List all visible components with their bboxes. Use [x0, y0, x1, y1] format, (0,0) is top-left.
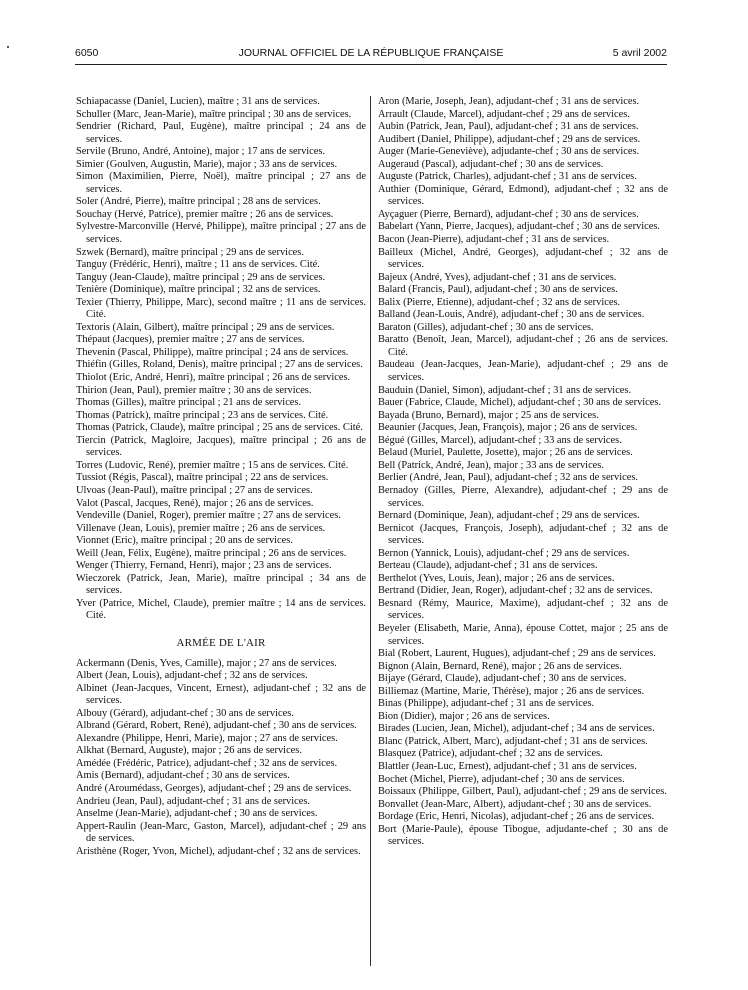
list-item: Auguste (Patrick, Charles), adjudant-chef ; 31 ans de services.	[378, 171, 637, 183]
list-item: Balland (Jean-Louis, André), adjudant-chef ; 30 ans de services.	[378, 309, 645, 321]
list-item: Balard (Francis, Paul), adjudant-chef ; 30 ans de services.	[378, 284, 618, 296]
list-item: Bort (Marie-Paule), épouse Tibogue, adjudante-chef ; 30 ans de services.	[378, 823, 668, 848]
scan-mark	[7, 46, 9, 48]
right-entries	[378, 96, 668, 849]
list-item: Balix (Pierre, Etienne), adjudant-chef ; 32 ans de services.	[378, 296, 621, 308]
list-item: Sendrier (Richard, Paul, Eugène), maître principal ; 24 ans de services.	[76, 121, 366, 145]
page-header	[75, 47, 667, 61]
list-item: Texier (Thierry, Philippe, Marc), second maître ; 11 ans de services. Cité.	[76, 296, 366, 321]
list-item: Aron (Marie, Joseph, Jean), adjudant-chef ; 31 ans de services.	[378, 96, 640, 107]
list-item: Bijaye (Gérard, Claude), adjudant-chef ; 30 ans de services.	[378, 673, 627, 685]
page-number: 6050	[75, 47, 99, 59]
list-item: Schiapacasse (Daniel, Lucien), maître ; 31 ans de services.	[76, 96, 320, 107]
list-item: Albouy (Gérard), adjudant-chef ; 30 ans de services.	[76, 707, 294, 719]
list-item: Bell (Patrick, André, Jean), major ; 33 ans de services.	[378, 459, 604, 471]
list-item: Bajeux (André, Yves), adjudant-chef ; 31 ans de services.	[378, 271, 617, 283]
list-item: Sylvestre-Marconville (Hervé, Philippe), maître principal ; 27 ans de services.	[76, 221, 366, 246]
list-item: Bailleux (Michel, André, Georges), adjudant-chef ; 32 ans de services.	[378, 246, 668, 271]
header-rule	[75, 64, 667, 65]
left-entries-part1	[76, 96, 366, 623]
list-item: Baudeau (Jean-Jacques, Jean-Marie), adjudant-chef ; 29 ans de services.	[378, 359, 668, 384]
list-item: Thevenin (Pascal, Philippe), maître principal ; 24 ans de services.	[76, 346, 349, 358]
list-item: Andrieu (Jean, Paul), adjudant-chef ; 31 ans de services.	[76, 795, 310, 807]
list-item: Birades (Lucien, Jean, Michel), adjudant-chef ; 34 ans de services.	[378, 723, 655, 735]
list-item: André (Aroumédass, Georges), adjudant-chef ; 29 ans de services.	[76, 782, 352, 794]
list-item: Souchay (Hervé, Patrice), premier maître ; 26 ans de services.	[76, 208, 334, 220]
list-item: Arrault (Claude, Marcel), adjudant-chef ; 29 ans de services.	[378, 108, 630, 120]
list-item: Bayada (Bruno, Bernard), major ; 25 ans de services.	[378, 409, 599, 421]
list-item: Textoris (Alain, Gilbert), maître principal ; 29 ans de services.	[76, 321, 335, 333]
list-item: Albert (Jean, Louis), adjudant-chef ; 32 ans de services.	[76, 670, 308, 682]
list-item: Augeraud (Pascal), adjudant-chef ; 30 ans de services.	[378, 158, 604, 170]
list-item: Tanguy (Jean-Claude), maître principal ; 29 ans de services.	[76, 271, 326, 283]
left-column	[76, 96, 366, 858]
list-item: Babelart (Yann, Pierre, Jacques), adjudant-chef ; 30 ans de services.	[378, 221, 660, 233]
list-item: Villenave (Jean, Louis), premier maître ; 26 ans de services.	[76, 522, 326, 534]
list-item: Berthelot (Yves, Louis, Jean), major ; 26 ans de services.	[378, 572, 615, 584]
list-item: Vendeville (Daniel, Roger), premier maître ; 27 ans de services.	[76, 510, 341, 522]
list-item: Thirion (Jean, Paul), premier maître ; 30 ans de services.	[76, 384, 312, 396]
list-item: Berlier (André, Jean, Paul), adjudant-chef ; 32 ans de services.	[378, 472, 638, 484]
list-item: Thiéfin (Gilles, Roland, Denis), maître principal ; 27 ans de services.	[76, 359, 363, 371]
list-item: Soler (André, Pierre), maître principal ; 28 ans de services.	[76, 196, 321, 208]
list-item: Albrand (Gérard, Robert, René), adjudant-chef ; 30 ans de services.	[76, 720, 357, 732]
list-item: Szwek (Bernard), maître principal ; 29 ans de services.	[76, 246, 304, 258]
list-item: Billiemaz (Martine, Marie, Thérèse), major ; 26 ans de services.	[378, 685, 645, 697]
list-item: Alkhat (Bernard, Auguste), major ; 26 ans de services.	[76, 745, 302, 757]
list-item: Thomas (Patrick, Claude), maître principal ; 25 ans de services. Cité.	[76, 422, 363, 434]
list-item: Bernadoy (Gilles, Pierre, Alexandre), adjudant-chef ; 29 ans de services.	[378, 484, 668, 509]
list-item: Yver (Patrice, Michel, Claude), premier maître ; 14 ans de services. Cité.	[76, 597, 366, 622]
column-divider	[370, 96, 371, 966]
list-item: Bonvallet (Jean-Marc, Albert), adjudant-chef ; 30 ans de services.	[378, 798, 652, 810]
list-item: Bertrand (Didier, Jean, Roger), adjudant-chef ; 32 ans de services.	[378, 585, 653, 597]
list-item: Bochet (Michel, Pierre), adjudant-chef ; 30 ans de services.	[378, 773, 625, 785]
list-item: Tiercin (Patrick, Magloire, Jacques), maître principal ; 26 ans de services.	[76, 434, 366, 459]
list-item: Torres (Ludovic, René), premier maître ; 15 ans de services. Cité.	[76, 459, 349, 471]
section-heading: ARMÉE DE L'AIR	[176, 636, 266, 649]
list-item: Vionnet (Eric), maître principal ; 20 ans de services.	[76, 535, 293, 547]
right-column	[378, 96, 668, 849]
list-item: Beaunier (Jacques, Jean, François), major ; 26 ans de services.	[378, 422, 638, 434]
publication-date: 5 avril 2002	[612, 47, 667, 59]
list-item: Blasquez (Patrice), adjudant-chef ; 32 ans de services.	[378, 748, 603, 760]
list-item: Appert-Raulin (Jean-Marc, Gaston, Marcel), adjudant-chef ; 29 ans de services.	[76, 820, 366, 845]
list-item: Bacon (Jean-Pierre), adjudant-chef ; 31 ans de services.	[378, 234, 610, 246]
list-item: Servile (Bruno, André, Antoine), major ; 17 ans de services.	[76, 146, 326, 158]
list-item: Simier (Goulven, Augustin, Marie), major ; 33 ans de services.	[76, 158, 338, 170]
list-item: Thiolot (Eric, André, Henri), maître principal ; 26 ans de services.	[76, 372, 351, 384]
list-item: Ayçaguer (Pierre, Bernard), adjudant-chef ; 30 ans de services.	[378, 208, 639, 220]
list-item: Binas (Philippe), adjudant-chef ; 31 ans de services.	[378, 698, 595, 710]
list-item: Tenière (Dominique), maître principal ; 32 ans de services.	[76, 284, 321, 296]
list-item: Anselme (Jean-Marie), adjudant-chef ; 30 ans de services.	[76, 808, 318, 820]
journal-title: JOURNAL OFFICIEL DE LA RÉPUBLIQUE FRANÇAISE	[238, 47, 504, 59]
list-item: Belaud (Muriel, Paulette, Josette), major ; 26 ans de services.	[378, 447, 633, 459]
list-item: Bauduin (Daniel, Simon), adjudant-chef ; 31 ans de services.	[378, 384, 632, 396]
left-entries-part2	[76, 658, 366, 859]
list-item: Boissaux (Philippe, Gilbert, Paul), adjudant-chef ; 29 ans de services.	[378, 786, 667, 798]
list-item: Auger (Marie-Geneviève), adjudante-chef ; 30 ans de services.	[378, 146, 640, 158]
list-item: Baraton (Gilles), adjudant-chef ; 30 ans de services.	[378, 321, 594, 333]
list-item: Audibert (Daniel, Philippe), adjudant-chef ; 29 ans de services.	[378, 133, 641, 145]
list-item: Wieczorek (Patrick, Jean, Marie), maître principal ; 34 ans de services.	[76, 572, 366, 597]
list-item: Simon (Maximilien, Pierre, Noël), maître principal ; 27 ans de services.	[76, 171, 366, 195]
list-item: Bernicot (Jacques, François, Joseph), adjudant-chef ; 32 ans de services.	[378, 522, 668, 547]
list-item: Aubin (Patrick, Jean, Paul), adjudant-chef ; 31 ans de services.	[378, 121, 639, 133]
list-item: Bernard (Dominique, Jean), adjudant-chef ; 29 ans de services.	[378, 510, 640, 522]
list-item: Ackermann (Denis, Yves, Camille), major ; 27 ans de services.	[76, 657, 337, 669]
list-item: Tussiot (Régis, Pascal), maître principal ; 22 ans de services.	[76, 472, 329, 484]
list-item: Alexandre (Philippe, Henri, Marie), major ; 27 ans de services.	[76, 732, 338, 744]
list-item: Ulvoas (Jean-Paul), maître principal ; 27 ans de services.	[76, 484, 313, 496]
list-item: Tanguy (Frédéric, Henri), maître ; 11 ans de services. Cité.	[76, 259, 320, 271]
list-item: Besnard (Rémy, Maurice, Maxime), adjudant-chef ; 32 ans de services.	[378, 597, 668, 622]
list-item: Thomas (Patrick), maître principal ; 23 ans de services. Cité.	[76, 409, 329, 421]
list-item: Aristhène (Roger, Yvon, Michel), adjudant-chef ; 32 ans de services.	[76, 845, 361, 857]
list-item: Bion (Didier), major ; 26 ans de services.	[378, 710, 550, 722]
list-item: Weill (Jean, Félix, Eugène), maître principal ; 26 ans de services.	[76, 547, 347, 559]
list-item: Bignon (Alain, Bernard, René), major ; 26 ans de services.	[378, 660, 622, 672]
list-item: Thomas (Gilles), maître principal ; 21 ans de services.	[76, 397, 302, 409]
list-item: Baratto (Benoît, Jean, Marcel), adjudant-chef ; 26 ans de services. Cité.	[378, 334, 668, 358]
list-item: Bauer (Fabrice, Claude, Michel), adjudant-chef ; 30 ans de services.	[378, 397, 662, 409]
list-item: Berteau (Claude), adjudant-chef ; 31 ans de services.	[378, 560, 598, 572]
list-item: Bordage (Eric, Henri, Nicolas), adjudant-chef ; 26 ans de services.	[378, 811, 655, 823]
list-item: Authier (Dominique, Gérard, Edmond), adjudant-chef ; 32 ans de services.	[378, 183, 668, 208]
list-item: Wenger (Thierry, Fernand, Henri), major ; 23 ans de services.	[76, 560, 332, 572]
list-item: Amédée (Frédéric, Patrice), adjudant-chef ; 32 ans de services.	[76, 757, 338, 769]
list-item: Valot (Pascal, Jacques, René), major ; 26 ans de services.	[76, 497, 314, 509]
list-item: Schuller (Marc, Jean-Marie), maître principal ; 30 ans de services.	[76, 108, 352, 120]
list-item: Bernon (Yannick, Louis), adjudant-chef ; 29 ans de services.	[378, 547, 630, 559]
list-item: Bégué (Gilles, Marcel), adjudant-chef ; 33 ans de services.	[378, 434, 622, 446]
list-item: Albinet (Jean-Jacques, Vincent, Ernest), adjudant-chef ; 32 ans de services.	[76, 682, 366, 707]
list-item: Bial (Robert, Laurent, Hugues), adjudant-chef ; 29 ans de services.	[378, 648, 656, 660]
list-item: Thépaut (Jacques), premier maître ; 27 ans de services.	[76, 334, 305, 346]
list-item: Blanc (Patrick, Albert, Marc), adjudant-chef ; 31 ans de services.	[378, 735, 648, 747]
list-item: Blattler (Jean-Luc, Ernest), adjudant-chef ; 31 ans de services.	[378, 760, 637, 772]
list-item: Amis (Bernard), adjudant-chef ; 30 ans de services.	[76, 770, 290, 782]
list-item: Beyeler (Elisabeth, Marie, Anna), épouse Cottet, major ; 25 ans de services.	[378, 622, 668, 647]
